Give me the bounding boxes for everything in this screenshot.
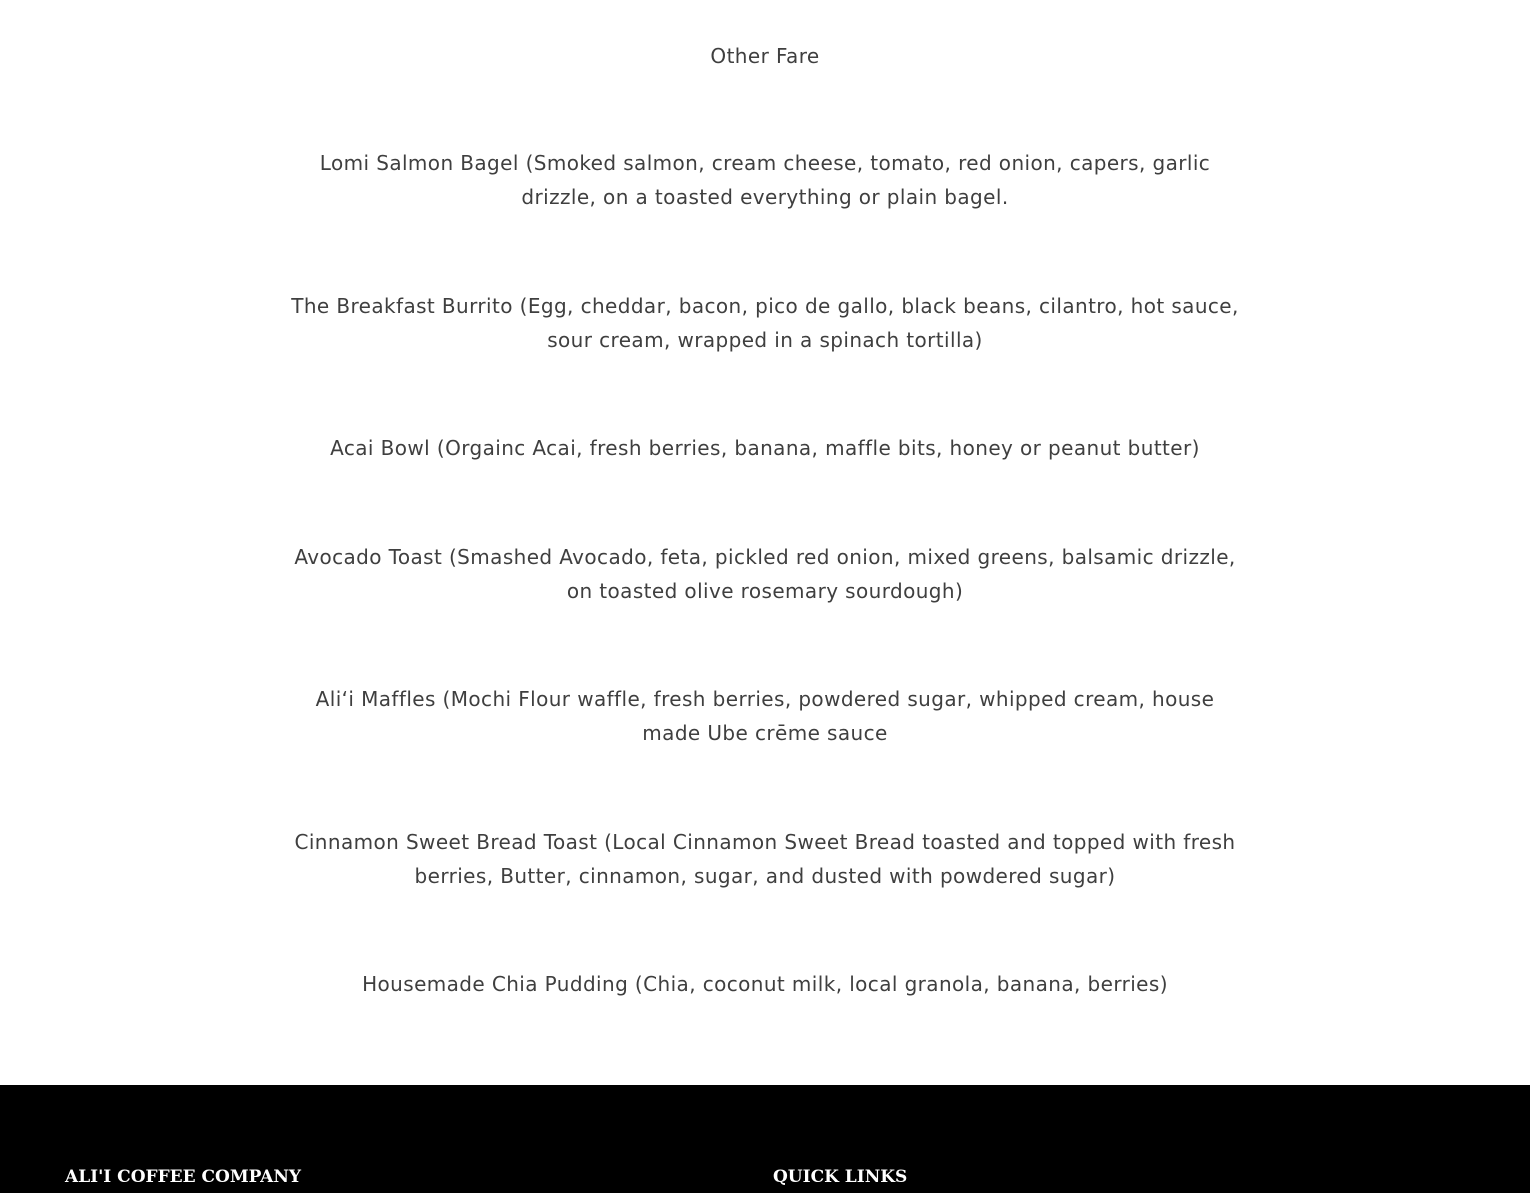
footer-quick-links-title: QUICK LINKS	[773, 1167, 908, 1187]
menu-item-acai-bowl: Acai Bowl (Orgainc Acai, fresh berries, banana, maffle bits, honey or peanut butter)	[330, 436, 1200, 460]
menu-item-avocado-toast: Avocado Toast (Smashed Avocado, feta, pickled red onion, mixed greens, balsamic drizzle, on toasted olive rosemary sourdough)	[294, 545, 1236, 603]
footer-brand-title: ALI'I COFFEE COMPANY	[65, 1167, 302, 1187]
menu-item-alii-maffles: Ali‘i Maffles (Mochi Flour waffle, fresh berries, powdered sugar, whipped cream, house made Ube crēme sauce	[315, 687, 1215, 745]
menu-item-chia-pudding: Housemade Chia Pudding (Chia, coconut milk, local granola, banana, berries)	[362, 972, 1168, 996]
menu-item-cinnamon-sweet-bread-toast: Cinnamon Sweet Bread Toast (Local Cinnamon Sweet Bread toasted and topped with fresh berries, Butter, cinnamon, sugar, and dusted with powdered sugar)	[294, 830, 1236, 888]
menu-item-lomi-salmon-bagel: Lomi Salmon Bagel (Smoked salmon, cream cheese, tomato, red onion, capers, garlic drizzle, on a toasted everything or plain bagel.	[319, 151, 1211, 209]
menu-heading: Other Fare	[710, 44, 820, 68]
site-footer	[0, 1085, 1530, 1193]
menu-item-breakfast-burrito: The Breakfast Burrito (Egg, cheddar, bacon, pico de gallo, black beans, cilantro, hot sauce, sour cream, wrapped in a spinach tortilla)	[291, 294, 1239, 352]
